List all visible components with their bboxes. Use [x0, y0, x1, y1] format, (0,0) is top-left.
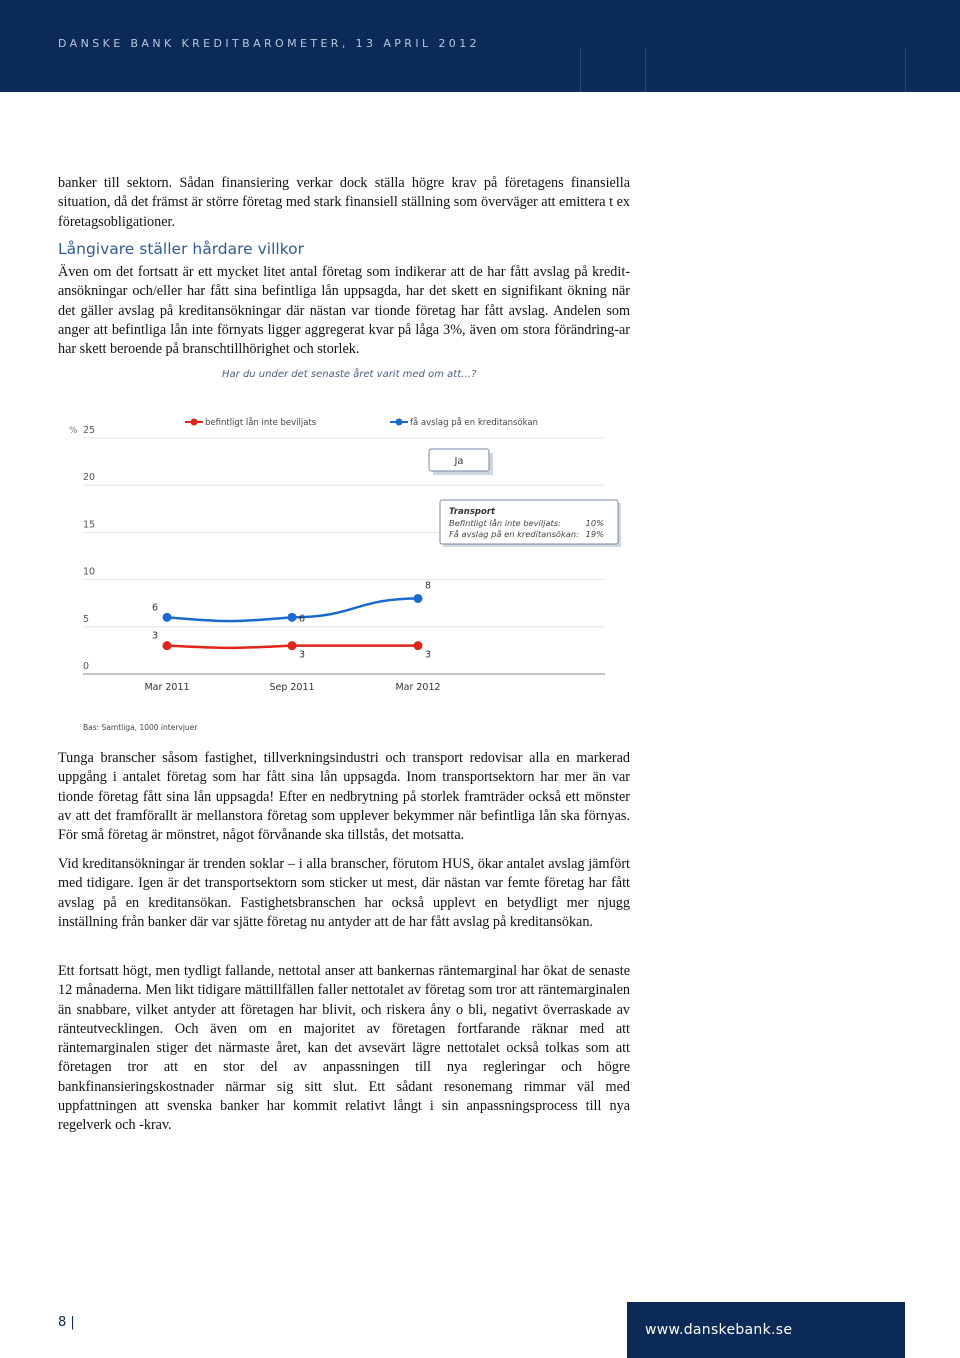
legend-label: få avslag på en kreditansökan [410, 418, 539, 428]
legend-swatch-marker [396, 419, 403, 426]
website-link[interactable]: www.danskebank.se [645, 1322, 793, 1338]
data-point [414, 641, 423, 650]
chart-title: Har du under det senaste året varit med om att…? [222, 369, 477, 380]
body-paragraph-1: Tunga branscher såsom fastighet, tillverkningsindustri och transport redovisar alla en markerad uppgång i antalet företag som har fått sina lån uppsagda. Inom transportsektorn har mer än var tionde företag fått sina lån uppsagda! Efter en nedbrytning på storlek framträder också ett mönster av att det framförallt är mellanstora företag som upplever bekymmer när befintliga lån ska förnyas. För små företag är mönstret, något förvånande ska tillstås, det motsatta. [58, 750, 630, 844]
body-paragraph-2: Vid kreditansökningar är trenden soklar – i alla branscher, förutom HUS, ökar antalet avslag jämfört med tidigare. Igen är det transportsektorn som sticker ut mest, där nästan var femte företag har fått avslag på en kreditansökan. Fastighetsbranschen har också upplevt en betydligt mer njugg inställning från banker där var sjätte företag nu antyder att de har fått avslag på kreditansökan. [58, 856, 630, 930]
data-point [163, 641, 172, 650]
y-tick-label: 10 [83, 566, 96, 578]
callout-row-value: 10% [585, 518, 604, 528]
ja-label: Ja [454, 456, 464, 467]
callout-row-label: Få avslag på en kreditansökan: [449, 529, 579, 539]
x-tick-label: Sep 2011 [269, 682, 315, 693]
data-label: 3 [424, 649, 432, 661]
header-divider [580, 48, 581, 92]
body-paragraph-3: Ett fortsatt högt, men tydligt fallande, nettotal anser att bankernas räntemarginal har ökat de senaste 12 månaderna. Men likt tidigare mättillfällen faller nettotalet av företag som tror att räntemarginalen än snabbare, vilket antyder att företagen har blivit, och riskera åny o bli, negativt överraskade av ränteutvecklingen. Och även om en majoritet av företagen fortfarande räknar med att räntemarginalen stiger det närmaste året, kan det avsevärt lägre nettotalet också tolkas som att företagen tror att en stor del av anpassningen till nya regleringar och högre bankfinansieringskostnader närmar sig sitt slut. Ett sådant resonemang rimmar väl med uppfattningen att svenska banker har kommit relativt långt i sin anpassningsprocess till nya regelverk och -krav. [58, 963, 630, 1134]
data-label: 3 [151, 630, 159, 642]
y-tick-label: 0 [83, 661, 90, 672]
data-label: 6 [298, 613, 306, 625]
data-label: 6 [151, 602, 159, 614]
data-point [414, 594, 423, 603]
chart-footnote: Bas: Samtliga, 1000 intervjuer [83, 723, 198, 732]
page-number: 8 | [58, 1315, 75, 1330]
y-tick-label: 5 [83, 613, 90, 625]
data-label: 8 [424, 580, 432, 592]
x-tick-label: Mar 2012 [395, 682, 441, 693]
legend-label: befintligt lån inte beviljats [205, 418, 317, 428]
y-tick-label: 25 [83, 425, 96, 436]
data-point [288, 613, 297, 622]
x-tick-label: Mar 2011 [144, 682, 190, 693]
intro-paragraph: banker till sektorn. Sådan finansiering verkar dock ställa högre krav på företagens finansiella situation, då det främst är större företag med stark finansiell ställning som överväger att emittera t ex företagsobligationer. [58, 175, 630, 230]
page-header [0, 0, 960, 92]
section-heading: Långivare ställer hårdare villkor [58, 240, 304, 258]
y-tick-label: 15 [83, 519, 96, 531]
section-paragraph: Även om det fortsatt är ett mycket litet antal företag som indikerar att de har fått avslag på kredit-ansökningar och/eller har fått sina befintliga lån uppsagda, har det skett en signifikant ökning när det gäller avslag på kreditansökningar där nästan var tionde företag har fått avslag. Andelen som anger att befintliga lån inte förnyats ligger aggregerat kvar på låga 3%, även om stora förändring-ar har skett beroende på branschtillhörighet och storlek. [58, 264, 630, 358]
header-title: DANSKE BANK KREDITBAROMETER, 13 APRIL 2012 [58, 37, 480, 50]
callout-row-value: 19% [585, 529, 604, 539]
callout-row-label: Befintligt lån inte beviljats: [449, 518, 561, 528]
legend-swatch-marker [191, 419, 198, 426]
header-divider [905, 48, 906, 92]
data-label: 3 [298, 649, 306, 661]
footer-box [627, 1302, 905, 1358]
line-chart [0, 410, 960, 710]
callout-title: Transport [449, 507, 496, 517]
data-point [163, 613, 172, 622]
data-point [288, 641, 297, 650]
y-tick-label: 20 [83, 472, 96, 484]
y-unit-label: % [69, 426, 78, 436]
header-divider [645, 48, 646, 92]
